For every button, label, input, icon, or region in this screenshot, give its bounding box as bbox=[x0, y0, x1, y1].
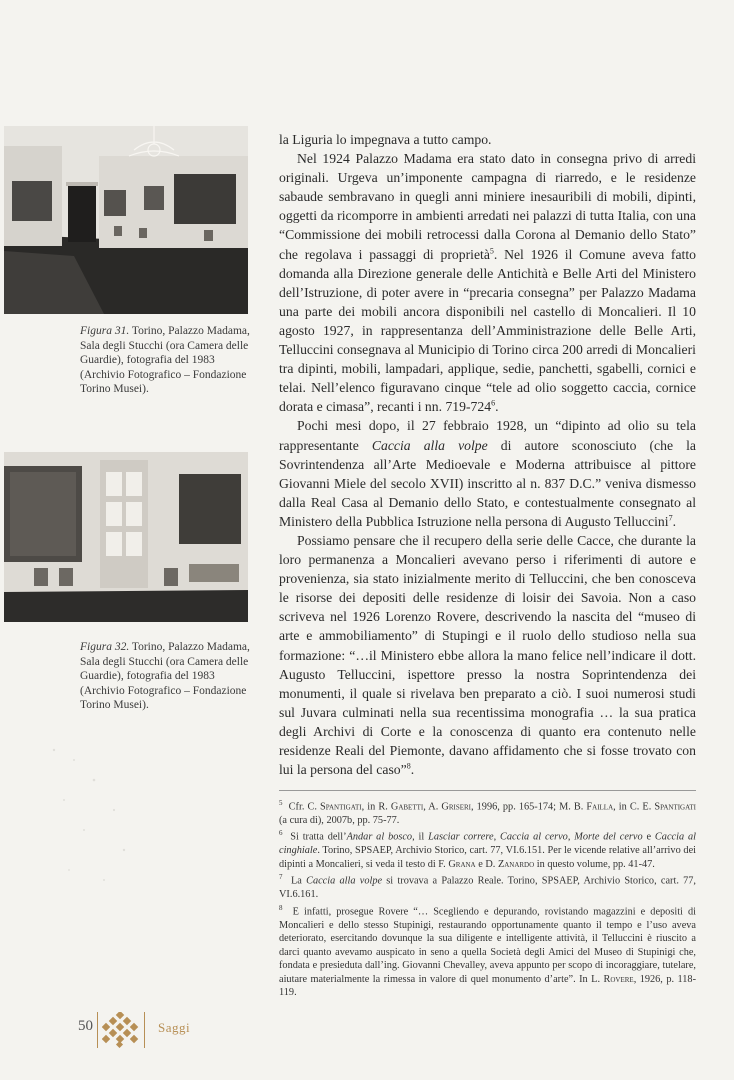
figure-31-text: Torino, Palazzo Madama, Sala degli Stucchi (ora Camera delle Guardie), fotografia del 1983 (Archivio Fotografico – Fondazione Torino Musei). bbox=[80, 325, 250, 395]
figure-32-text: Torino, Palazzo Madama, Sala degli Stucchi (ora Camera delle Guardie), fotografia del 1983 (Archivio Fotografico – Fondazione Torino Musei). bbox=[80, 641, 250, 711]
footnote-5-text: (a cura di), 2007b, pp. 75-77. bbox=[279, 814, 400, 826]
footnote-8 bbox=[279, 902, 696, 1000]
footnote-6-author: Grana bbox=[448, 858, 476, 870]
paragraph-3-text-a: Possiamo pensare che il recupero della serie delle Cacce, che durante la loro permanenza a Moncalieri avevano perso i riferimenti di autore e provenienza, sia stato inizialmente merito di Telluccini, che ben conosceva le risorse dei depositi delle residenze di loisir dei Savoia. Non a caso scriveva nel 1926 Lorenzo Rovere, descrivendo la nascita del “museo di arte e ammobiliamento” di Stupingi e il ruolo dello studioso nella sua formazione: “…il Ministero ebbe allora la mano felice nell’indicare il dott. Augusto Telluccini, ispettore presso la nostra Soprintendenza dei monumenti, il quale si rivelava ben preparato a ciò. I suoi numerosi studi sul Juvara culminati nella sua recentissima monografia … la sua pratica degli Archivi di Corte e la conoscenza di quanto era contenuto nelle residenze Reali del Piemonte, davano affidamento che si fosse trovato con lui la persona del caso” bbox=[279, 532, 696, 778]
footnote-6-author: Zanardo bbox=[497, 858, 535, 870]
footnote-8-author: Rovere bbox=[603, 973, 634, 985]
footnote-5-text: Cfr. C. bbox=[288, 801, 320, 813]
footnote-5-text: , 1996, pp. 165-174; M. B. bbox=[471, 801, 587, 813]
footnote-8-text: , 1926, p. 118-119. bbox=[279, 973, 697, 999]
figure-31-caption bbox=[80, 324, 255, 397]
section-name: Saggi bbox=[158, 1020, 191, 1035]
footnote-5-text: , in C. E. bbox=[613, 801, 655, 813]
footnote-6 bbox=[279, 827, 696, 871]
figure-32-caption bbox=[80, 640, 255, 713]
paragraph-1-text-c: . bbox=[495, 399, 499, 415]
footnote-8-text: E infatti, prosegue Rovere “… Scegliendo e depurando, rovistando magazzini e depositi di Moncalieri e dello stesso Stupinigi, restaurando opportunamente quanto il tempo e l’uso aveva deteriorato, esercitando dovunque la sua diligente e intelligente attività, il Telluccini è riuscito a darci quanto avevamo auspicato in seno a quella Società degli Amici del Museo di Stupinigi che, fondata e presieduta dall’ing. Giovanni Chevalley, aveva appunto per scopo di incoraggiare, tutelare, aiutare materialmente la rimessa in valore di quel monumento d’arte”. In L. bbox=[279, 906, 696, 985]
footnote-5-author: Griseri bbox=[441, 801, 471, 813]
figure-32-label: Figura 32. bbox=[80, 641, 130, 653]
footnote-6-title: Andar al bosco bbox=[346, 831, 413, 843]
footnote-7 bbox=[279, 871, 696, 901]
footnote-6-title: Lasciar correre bbox=[428, 831, 494, 843]
footnote-6-text: e bbox=[642, 831, 655, 843]
footnote-6-number: 6 bbox=[279, 829, 283, 838]
footnote-5-author: Spantigati bbox=[319, 801, 362, 813]
footnote-6-title: Caccia al cervo bbox=[500, 831, 568, 843]
paragraph-1 bbox=[279, 149, 696, 416]
footnote-divider bbox=[279, 790, 696, 791]
paragraph-1-text-a: Nel 1924 Palazzo Madama era stato dato in consegna privo di arredi originali. Urgeva un’imponente campagna di riarredo, e le residenze sabaude sembravano in quegli anni miniere inesauribili di mobili, dipinti, oggetti da ricomporre in ambienti arredati nei palazzi di tutta Italia, con una “Commissione dei mobili retrocessi dalla Corona al Demanio dello Stato” che regolava i passaggi di proprietà bbox=[279, 151, 696, 262]
folio-divider bbox=[97, 1012, 98, 1048]
footnote-5-author: Spantigati bbox=[654, 801, 696, 813]
footnote-5-number: 5 bbox=[279, 799, 283, 807]
folio-divider bbox=[144, 1012, 145, 1048]
footnote-7-text: si trovava a Palazzo Reale. Torino, SPSAEP, Archivio Storico, cart. 77, VI.6.161. bbox=[279, 875, 697, 901]
footnote-5-author: Gabetti bbox=[390, 801, 424, 813]
paragraph-0: la Liguria lo impegnava a tutto campo. bbox=[279, 132, 492, 147]
paragraph-2-title: Caccia alla volpe bbox=[371, 437, 488, 453]
figure-31-label: Figura 31. bbox=[80, 325, 130, 337]
footnote-5-author: Failla bbox=[586, 801, 614, 813]
footnote-6-text: , bbox=[567, 831, 575, 843]
footnote-7-title: Caccia alla volpe bbox=[306, 875, 383, 887]
footnote-6-text: , bbox=[493, 831, 501, 843]
footnotes bbox=[279, 797, 696, 1000]
footnote-8-number: 8 bbox=[279, 903, 283, 912]
note-ref-6[interactable]: 6 bbox=[491, 398, 496, 408]
footnote-5 bbox=[279, 797, 696, 827]
paragraph-2-text-b: di autore sconosciuto (che la Sovrintendenza all’Arte Medioevale e Moderna attribuisce al pittore Giovanni Miele del secolo XVII) inscritto al n. 837 D.C.” veniva dismesso dalla Real Casa al Demanio dello Stato, e contestualmente consegnato al Ministero della Pubblica Istruzione nella persona di Augusto Telluccini bbox=[279, 437, 696, 529]
note-ref-8[interactable]: 8 bbox=[406, 761, 411, 771]
paragraph-1-text-b: . Nel 1926 il Comune aveva fatto domanda alla Direzione generale delle Antichità e Belle Arti del Ministero dell’Istruzione, di poter avere in “precaria consegna” per Palazzo Madama una parte dei mobili ancora disponibili nel castello di Moncalieri. Il 10 agosto 1927, in rappresentanza dell’Amministrazione delle Belle Arti, Telluccini consegnava al Municipio di Torino circa 200 arredi di Moncalieri tra dipinti, mobili, lampadari, applique, sedie, panchetti, sgabelli, cornici e telai. Nell’elenco figuravano cinque “tele ad olio soggetto caccia, cornice dorata e cimasa”, recanti i nn. 719-724 bbox=[279, 246, 697, 415]
diamond-ornament-icon bbox=[102, 1012, 140, 1048]
footnote-6-title: Morte del cervo bbox=[574, 831, 643, 843]
footnote-6-text: , il bbox=[412, 831, 429, 843]
page-number: 50 bbox=[78, 1018, 93, 1034]
paragraph-2 bbox=[279, 416, 696, 531]
paper-stain bbox=[24, 720, 174, 900]
note-ref-7[interactable]: 7 bbox=[668, 513, 673, 523]
footnote-6-text: e D. bbox=[475, 858, 498, 870]
body-text bbox=[279, 130, 696, 779]
paragraph-2-text-a: Pochi mesi dopo, il 27 febbraio 1928, un “dipinto ad olio su tela rappresentante bbox=[279, 418, 696, 453]
footnote-5-text: , A. bbox=[423, 801, 442, 813]
figure-32-photo bbox=[4, 452, 248, 622]
paragraph-3-text-b: . bbox=[410, 762, 415, 778]
paragraph-2-text-c: . bbox=[672, 513, 676, 529]
footnote-5-text: , in R. bbox=[361, 801, 391, 813]
footnote-7-text: La bbox=[290, 875, 307, 887]
footnote-6-text: Si tratta dell’ bbox=[290, 831, 347, 843]
figure-31-photo bbox=[4, 126, 248, 314]
footnote-6-text: . Torino, SPSAEP, Archivio Storico, cart. 77, VI.6.151. Per le vicende relative all’arrivo dei dipinti a Moncalieri, si veda il testo di F. bbox=[279, 845, 696, 870]
note-ref-5[interactable]: 5 bbox=[489, 246, 494, 255]
footnote-6-title: Caccia al cinghiale bbox=[279, 831, 696, 857]
paragraph-3 bbox=[279, 531, 696, 779]
footnote-6-text: in questo volume, pp. 41-47. bbox=[534, 858, 655, 870]
footnote-7-number: 7 bbox=[279, 873, 283, 882]
